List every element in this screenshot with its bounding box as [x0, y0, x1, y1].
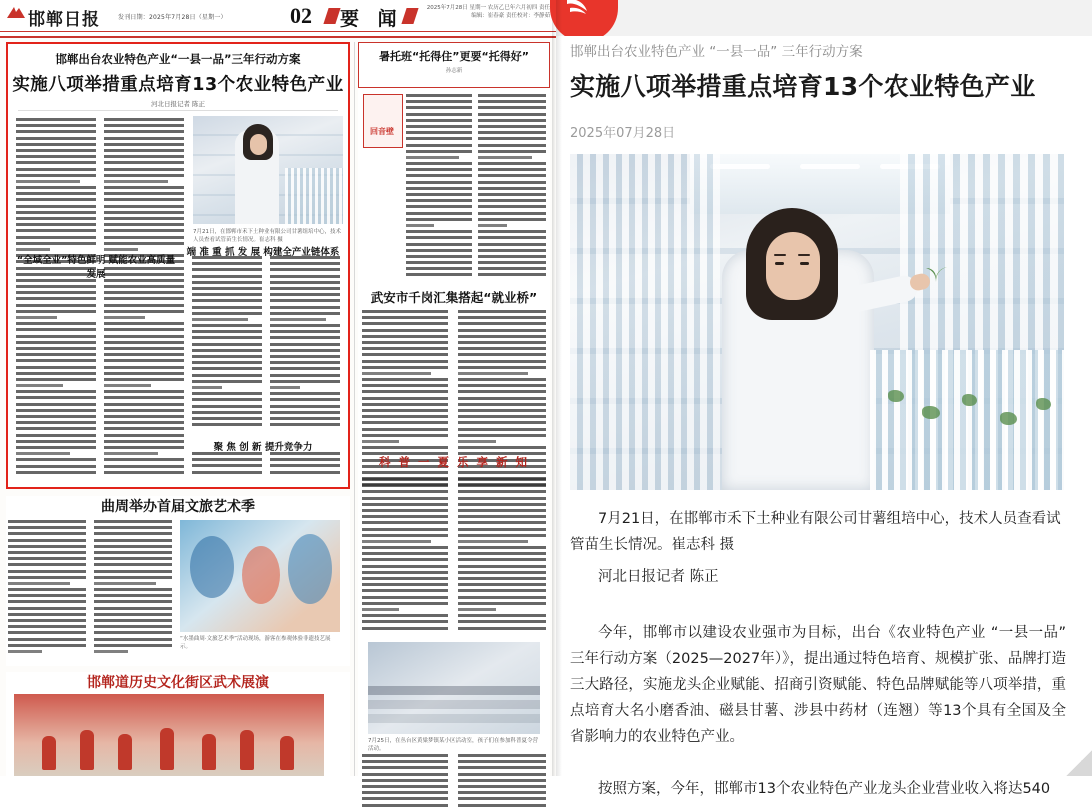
photo-eye-left [775, 262, 784, 265]
secondary-story-2-photo [14, 694, 324, 776]
section-name: 要 闻 [340, 8, 403, 30]
newspaper-logo-icon [6, 4, 26, 24]
secondary-story-1-caption: “水墨曲周·文旅艺术季”活动现场，游客在参观体验非遗技艺展示。 [180, 636, 331, 650]
secondary-story-1-col-1 [8, 520, 86, 662]
secondary-story-2 [6, 672, 350, 776]
article-paragraph-1: 今年，邯郸市以建设农业强市为目标，出台《农业特色产业 “一县一品” 三年行动方案（2025—2027年）》，提出通过特色培育、规模扩张、品牌打造三大路径，实施龙头企业赋能、招商引资赋能、特色品牌赋能等八项举措，重点培育大名小磨香油、磁县甘薯、涉县中药材（连翘）等13个具有全国及全省影响力的农业特色产业。 [570, 625, 1066, 745]
opinion-box-title: 暑托班“托得住”更要“托得好” [379, 50, 529, 63]
mid-text-col-7 [362, 754, 448, 812]
lead-photo-tubes [285, 168, 343, 224]
lead-text-col-5 [192, 452, 262, 482]
lead-photo-face [250, 134, 267, 155]
photo-green-5 [1036, 398, 1051, 410]
reader-header [556, 0, 1092, 36]
mid-text-col-1 [406, 94, 472, 280]
lead-text-col-4 [270, 256, 340, 432]
article-photo [570, 154, 1064, 490]
mid-photo [368, 642, 540, 734]
photo-technician-face [766, 232, 820, 300]
lead-story-block [6, 42, 350, 489]
secondary-story-2-headline: 邯郸道历史文化街区武术展演 [87, 675, 269, 691]
column-stamp [363, 94, 403, 148]
lead-subhead-1: 端 准 重 抓 发 展 构建全产业链体系 [186, 247, 340, 258]
section-bar-right-icon [401, 8, 418, 24]
photo-rack-left [570, 154, 720, 490]
newspaper-title: 邯郸日报 [28, 10, 100, 30]
secondary-story-1-headline: 曲周举办首届文旅艺术季 [101, 499, 255, 515]
masthead-imprint: 2025年7月28日 星期一 农历乙巳年六月初四 责任编辑：崔春豪 责任校对：李静茹 [426, 5, 550, 19]
article-reader-pane [556, 0, 1092, 797]
mid-text-col-8 [458, 754, 546, 812]
lead-photo [193, 116, 343, 224]
mid-headline-1: 武安市千岗汇集搭起“就业桥” [370, 290, 538, 305]
newspaper-date: 发刊日期：2025年7月28日（星期一） [118, 14, 227, 21]
mid-headline-2: 科 普 一 夏 乐 享 新 知 [378, 455, 530, 469]
article-reporter-line: 河北日报记者 陈正 [598, 569, 719, 585]
newspaper-scan [0, 0, 556, 776]
photo-green-2 [922, 406, 940, 419]
article-title: 实施八项举措重点培育13个农业特色产业 [570, 72, 1036, 101]
photo-brow-left [774, 254, 786, 256]
column-stamp-label: 回音壁 [370, 127, 394, 136]
lead-subhead-3: 聚 焦 创 新 提升竞争力 [213, 442, 313, 453]
section-bar-left-icon [323, 8, 340, 24]
secondary-story-1-col-2 [94, 520, 172, 662]
article-kicker: 邯郸出台农业特色产业 “一县一品” 三年行动方案 [570, 44, 863, 60]
newspaper-masthead [0, 0, 556, 38]
photo-green-1 [888, 390, 904, 402]
photo-seedling-icon [922, 262, 950, 284]
lead-text-col-3 [192, 256, 262, 432]
lead-headline: 实施八项举措重点培育13个农业特色产业 [12, 75, 344, 95]
masthead-rule [0, 31, 556, 32]
opinion-box-byline: 孙志新 [445, 68, 463, 74]
lead-byline: 河北日报记者 陈正 [150, 100, 206, 108]
article-paragraph-2: 按照方案，今年，邯郸市13个农业特色产业龙头企业营业收入将达540 [598, 781, 1051, 797]
pane-shadow [556, 0, 562, 776]
lead-photo-caption: 7月21日，在邯郸市禾下土种业有限公司甘薯组培中心，技术人员查看试管苗生长情况。崔志科 摄 [193, 229, 341, 243]
column-separator-1 [354, 42, 355, 776]
lead-subhead-2: “全域全业”特色鲜明 赋能农业高质量发展 [16, 255, 176, 280]
photo-green-3 [962, 394, 977, 406]
photo-lamp-2-icon [800, 164, 860, 169]
reader-body [556, 36, 1092, 797]
page-number: 02 [290, 3, 312, 28]
lead-text-col-2 [104, 118, 184, 482]
article-photo-caption: 7月21日，在邯郸市禾下土种业有限公司甘薯组培中心，技术人员查看试管苗生长情况。崔志科 摄 [570, 511, 1061, 553]
secondary-story-1 [6, 496, 350, 666]
lead-divider [18, 110, 338, 111]
photo-eye-right [800, 262, 809, 265]
lead-text-col-1 [16, 118, 96, 482]
mid-text-col-2 [478, 94, 546, 280]
mid-text-col-5 [362, 478, 448, 636]
photo-green-4 [1000, 412, 1017, 425]
page-corner-fold [1066, 750, 1092, 776]
lead-text-col-6 [270, 452, 340, 482]
mid-photo-caption: 7月25日，在丛台区黄粱梦镇某小区活动室，孩子们在参加科普夏令营活动。 [368, 738, 539, 752]
article-date: 2025年07月28日 [570, 126, 676, 141]
photo-test-tubes [870, 350, 1064, 490]
photo-brow-right [798, 254, 810, 256]
mid-text-col-6 [458, 478, 546, 636]
toutiao-logo-icon [564, 0, 590, 16]
lead-kicker: 邯郸出台农业特色产业“一县一品”三年行动方案 [55, 52, 301, 66]
secondary-story-1-photo [180, 520, 340, 632]
newspaper-middle-column [358, 42, 550, 776]
